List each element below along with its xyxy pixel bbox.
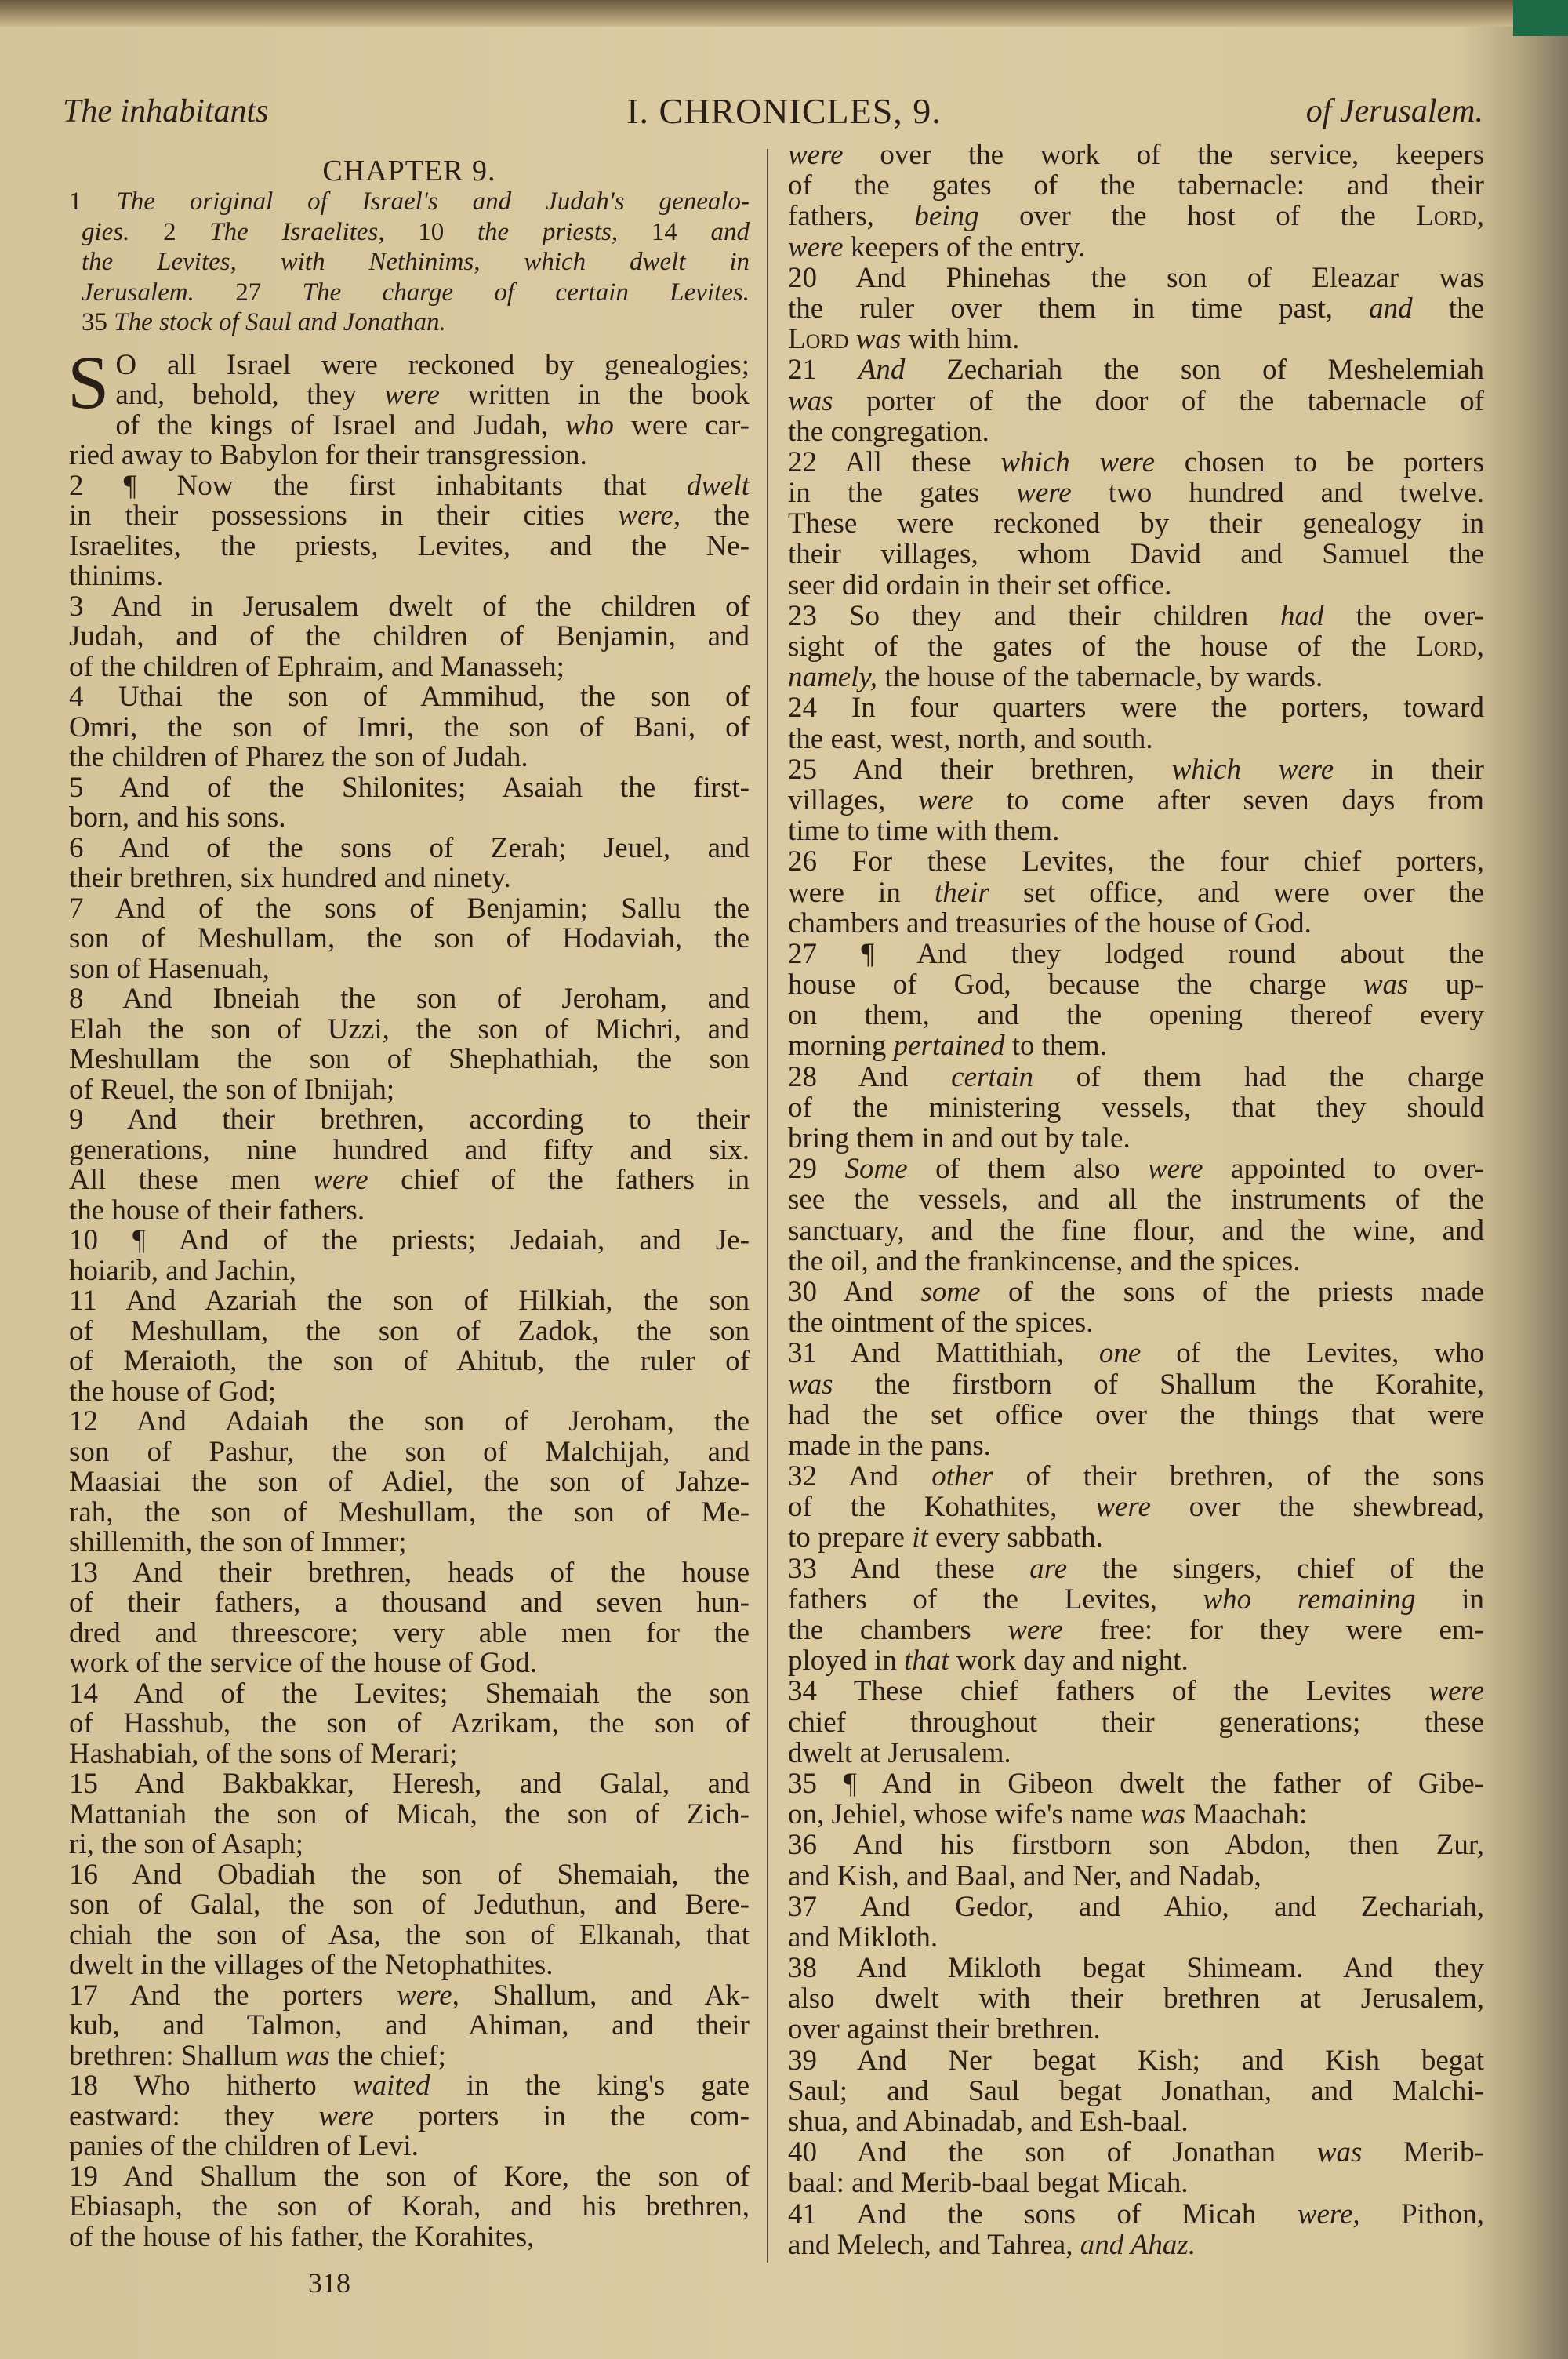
text-line: and Kish, and Baal, and Ner, and Nadab,: [788, 1859, 1261, 1892]
verse-paragraph: [69, 1679, 750, 1770]
text-line: of Reuel, the son of Ibnijah;: [69, 1073, 395, 1106]
text-line: on them, and the opening thereof every: [788, 999, 1484, 1032]
text-line: son of Hasenuah,: [69, 952, 270, 985]
text-line: 6 And of the sons of Zerah; Jeuel, and: [69, 831, 750, 864]
text-line: of the kings of Israel and Judah, who were car-: [115, 409, 750, 442]
text-line: chambers and treasuries of the house of God.: [788, 907, 1312, 940]
text-line: 17 And the porters were, Shallum, and Ak-: [69, 1979, 750, 2012]
verse-paragraph: [69, 1226, 750, 1286]
text-line: their villages, whom David and Samuel the: [788, 538, 1484, 571]
text-line: 40 And the son of Jonathan was Merib-: [788, 2136, 1484, 2169]
verse-paragraph: [788, 846, 1484, 939]
text-line: thinims.: [69, 560, 164, 592]
text-line: the house of God;: [69, 1375, 277, 1408]
verse-paragraph: [788, 1892, 1484, 1953]
text-line: 10 ¶ And of the priests; Jedaiah, and Je-: [69, 1224, 750, 1256]
verse-paragraph: [69, 773, 750, 834]
text-line: 35 The stock of Saul and Jonathan.: [82, 308, 446, 336]
text-line: 2 ¶ Now the first inhabitants that dwelt: [69, 469, 750, 502]
page-top-edge: [0, 0, 1568, 27]
text-line: Lord was with him.: [788, 323, 1020, 356]
text-line: panies of the children of Levi.: [69, 2130, 419, 2162]
text-line: All these men were chief of the fathers in: [69, 1164, 750, 1196]
verse-paragraph: [69, 1105, 750, 1226]
text-line: sight of the gates of the house of the Lord,: [788, 631, 1484, 663]
text-line: the ointment of the spices.: [788, 1307, 1094, 1339]
text-line: 5 And of the Shilonites; Asaiah the first-: [69, 771, 750, 804]
text-line: the chambers were free: for they were em-: [788, 1614, 1484, 1646]
verse-paragraph: [67, 340, 750, 471]
text-line: over against their brethren.: [788, 2013, 1101, 2046]
text-line: Israelites, the priests, Levites, and the Ne-: [69, 529, 750, 562]
verse-paragraph: [69, 682, 750, 773]
verse-paragraph: [788, 939, 1484, 1062]
text-line: born, and his sons.: [69, 801, 286, 834]
verse-paragraph: [788, 354, 1484, 447]
text-line: namely, the house of the tabernacle, by wards.: [788, 661, 1323, 694]
text-line: of Hasshub, the son of Azrikam, the son of: [69, 1707, 750, 1739]
drop-cap: S: [67, 340, 110, 424]
text-line: 16 And Obadiah the son of Shemaiah, the: [69, 1858, 750, 1891]
text-line: of Meraioth, the son of Ahitub, the ruler of: [69, 1345, 750, 1377]
verse-paragraph: [69, 2071, 750, 2162]
verse-paragraph: [69, 1981, 750, 2072]
text-line: chiah the son of Asa, the son of Elkanah, that: [69, 1918, 750, 1951]
text-line: was porter of the door of the tabernacle of: [788, 384, 1484, 417]
text-line: the east, west, north, and south.: [788, 722, 1153, 755]
text-line: 14 And of the Levites; Shemaiah the son: [69, 1677, 750, 1710]
text-line: 32 And other of their brethren, of the sons: [788, 1460, 1484, 1493]
verse-paragraph: [69, 592, 750, 683]
verse-paragraph: [788, 1338, 1484, 1461]
text-line: of the children of Ephraim, and Manasseh;: [69, 650, 564, 683]
text-line: were keepers of the entry.: [788, 231, 1086, 264]
text-line: son of Pashur, the son of Malchijah, and: [69, 1435, 750, 1468]
text-line: kub, and Talmon, and Ahiman, and their: [69, 2009, 750, 2041]
chapter-title: CHAPTER 9.: [322, 154, 496, 187]
text-line: of the Kohathites, were over the shewbread,: [788, 1491, 1485, 1524]
text-line: and, behold, they were written in the book: [115, 379, 750, 411]
text-line: Hashabiah, of the sons of Merari;: [69, 1737, 458, 1770]
background-corner: [1513, 0, 1568, 36]
text-line: to prepare it every sabbath.: [788, 1521, 1103, 1554]
text-line: seer did ordain in their set office.: [788, 569, 1172, 602]
verse-paragraph: [788, 1768, 1484, 1830]
verse-paragraph: [788, 1461, 1484, 1554]
text-line: 12 And Adaiah the son of Jeroham, the: [69, 1405, 750, 1438]
text-line: the oil, and the frankincense, and the spices.: [788, 1245, 1301, 1278]
text-line: 41 And the sons of Micah were, Pithon,: [788, 2197, 1484, 2230]
verse-paragraph: [69, 984, 750, 1105]
text-line: fathers of the Levites, who remaining in: [788, 1583, 1485, 1616]
right-column: [788, 140, 1484, 2260]
text-line: was the firstborn of Shallum the Korahite,: [788, 1368, 1484, 1401]
text-line: 15 And Bakbakkar, Heresh, and Galal, and: [69, 1768, 750, 1800]
text-line: gies. 2 The Israelites, 10 the priests, 14 and: [82, 217, 750, 246]
text-line: the house of their fathers.: [69, 1194, 365, 1227]
chapter-summary: [69, 188, 750, 340]
text-line: villages, were to come after seven days from: [788, 783, 1484, 816]
text-line: Judah, and of the children of Benjamin, and: [69, 620, 750, 652]
verse-paragraph: [788, 1676, 1484, 1768]
verse-paragraph: [788, 601, 1484, 693]
text-line: in the gates were two hundred and twelve.: [788, 477, 1484, 510]
verse-paragraph: [69, 1769, 750, 1860]
running-head-left: The inhabitants: [63, 93, 269, 129]
text-line: of the ministering vessels, that they should: [788, 1091, 1484, 1124]
verse-paragraph: [788, 263, 1484, 355]
text-line: shua, and Abinadab, and Esh-baal.: [788, 2106, 1189, 2138]
text-line: work of the service of the house of God.: [69, 1647, 537, 1679]
verse-paragraph: [69, 1286, 750, 1407]
text-line: 23 So they and their children had the over-: [788, 599, 1485, 632]
text-line: see the vessels, and all the instruments of the: [788, 1183, 1484, 1216]
text-line: made in the pans.: [788, 1429, 991, 1462]
page-number: 318: [308, 2267, 350, 2299]
text-line: 8 And Ibneiah the son of Jeroham, and: [69, 983, 750, 1015]
text-line: ried away to Babylon for their transgression.: [69, 439, 587, 471]
text-line: Jerusalem. 27 The charge of certain Levites.: [82, 278, 750, 307]
text-line: 37 And Gedor, and Ahio, and Zechariah,: [788, 1890, 1484, 1923]
text-line: 35 ¶ And in Gibeon dwelt the father of Gibe-: [788, 1767, 1484, 1800]
text-line: chief throughout their generations; these: [788, 1706, 1484, 1739]
verse-paragraph: [788, 2137, 1484, 2198]
text-line: 18 Who hitherto waited in the king's gate: [69, 2070, 750, 2102]
text-line: morning pertained to them.: [788, 1030, 1107, 1063]
text-line: 33 And these are the singers, chief of the: [788, 1552, 1485, 1585]
running-head-book: I. CHRONICLES, 9.: [626, 91, 942, 131]
text-line: 24 In four quarters were the porters, toward: [788, 692, 1484, 725]
text-line: dwelt at Jerusalem.: [788, 1736, 1011, 1769]
text-line: 19 And Shallum the son of Kore, the son of: [69, 2160, 750, 2193]
verse-paragraph: [69, 831, 750, 894]
verse-paragraph: [69, 1860, 750, 1981]
text-line: 11 And Azariah the son of Hilkiah, the son: [69, 1285, 750, 1317]
text-line: 26 For these Levites, the four chief porters,: [788, 845, 1484, 878]
text-line: 4 Uthai the son of Ammihud, the son of: [69, 681, 750, 713]
verse-paragraph: [69, 471, 750, 592]
text-line: house of God, because the charge was up-: [788, 969, 1484, 1001]
verse-paragraph: [69, 2162, 750, 2253]
text-line: Omri, the son of Imri, the son of Bani, of: [69, 711, 750, 743]
text-line: O all Israel were reckoned by genealogies;: [115, 348, 750, 381]
text-line: the congregation.: [788, 415, 989, 448]
text-line: the ruler over them in time past, and the: [788, 292, 1484, 325]
verse-paragraph: [69, 1407, 750, 1558]
text-line: 36 And his firstborn son Abdon, then Zur,: [788, 1829, 1484, 1862]
text-line: Elah the son of Uzzi, the son of Michri, and: [69, 1012, 750, 1045]
text-line: Meshullam the son of Shephathiah, the son: [69, 1043, 750, 1075]
text-line: generations, nine hundred and fifty and six.: [69, 1133, 750, 1166]
text-line: had the set office over the things that were: [788, 1398, 1484, 1431]
verse-paragraph: [788, 2199, 1484, 2260]
text-line: eastward: they were porters in the com-: [69, 2099, 750, 2132]
verse-paragraph: [788, 2045, 1484, 2138]
verse-paragraph: [69, 1558, 750, 1679]
verse-paragraph: [788, 1154, 1484, 1277]
text-line: 28 And certain of them had the charge: [788, 1060, 1484, 1093]
text-line: 34 These chief fathers of the Levites were: [788, 1675, 1484, 1708]
text-line: Mattaniah the son of Micah, the son of Zich-: [69, 1797, 750, 1830]
text-line: sanctuary, and the fine flour, and the wine, and: [788, 1214, 1484, 1247]
verse-paragraph: [788, 1830, 1484, 1891]
text-line: rah, the son of Meshullam, the son of Me-: [69, 1496, 750, 1528]
text-line: 39 And Ner begat Kish; and Kish begat: [788, 2044, 1484, 2077]
left-column-text: [67, 340, 750, 2253]
text-line: the children of Pharez the son of Judah.: [69, 741, 528, 773]
text-line: brethren: Shallum was the chief;: [69, 2039, 446, 2072]
verse-paragraph: [788, 1277, 1484, 1338]
text-line: 27 ¶ And they lodged round about the: [788, 937, 1484, 970]
text-line: of the gates of the tabernacle: and their: [788, 169, 1484, 202]
text-line: of Meshullam, the son of Zadok, the son: [69, 1314, 750, 1347]
text-line: were in their set office, and were over the: [788, 876, 1484, 909]
text-line: ri, the son of Asaph;: [69, 1828, 304, 1860]
text-line: 7 And of the sons of Benjamin; Sallu the: [69, 892, 750, 925]
text-line: also dwelt with their brethren at Jerusalem,: [788, 1983, 1484, 2016]
text-line: shillemith, the son of Immer;: [69, 1526, 407, 1558]
text-line: their brethren, six hundred and ninety.: [69, 862, 511, 894]
text-line: 29 Some of them also were appointed to over-: [788, 1153, 1485, 1186]
text-line: 30 And some of the sons of the priests made: [788, 1275, 1484, 1308]
text-line: bring them in and out by tale.: [788, 1122, 1131, 1154]
text-line: son of Meshullam, the son of Hodaviah, the: [69, 922, 750, 954]
text-line: 1 The original of Israel's and Judah's genealo-: [69, 187, 750, 216]
text-line: Maasiai the son of Adiel, the son of Jahze-: [69, 1466, 750, 1498]
text-line: hoiarib, and Jachin,: [69, 1254, 296, 1287]
running-head-right: of Jerusalem.: [1305, 93, 1483, 129]
verse-paragraph: [69, 894, 750, 985]
text-line: 20 And Phinehas the son of Eleazar was: [788, 261, 1484, 294]
text-line: Saul; and Saul begat Jonathan, and Malchi-: [788, 2074, 1484, 2107]
text-line: ployed in that work day and night.: [788, 1645, 1189, 1677]
verse-paragraph: [788, 140, 1484, 263]
verse-paragraph: [788, 754, 1484, 847]
text-line: in their possessions in their cities were, the: [69, 500, 750, 532]
text-line: 13 And their brethren, heads of the house: [69, 1556, 750, 1589]
text-line: fathers, being over the host of the Lord,: [788, 200, 1484, 233]
column-divider: [767, 149, 768, 2263]
text-line: of the house of his father, the Korahites,: [69, 2220, 535, 2253]
text-line: 38 And Mikloth begat Shimeam. And they: [788, 1952, 1484, 1985]
text-line: of their fathers, a thousand and seven hun-: [69, 1587, 750, 1619]
text-line: were over the work of the service, keepers: [788, 139, 1484, 171]
text-line: These were reckoned by their genealogy in: [788, 507, 1484, 540]
text-line: and Melech, and Tahrea, and Ahaz.: [788, 2228, 1196, 2261]
text-line: son of Galal, the son of Jeduthun, and Bere-: [69, 1888, 750, 1921]
verse-paragraph: [788, 1062, 1484, 1154]
left-column: [69, 154, 750, 2252]
text-line: the Levites, with Nethinims, which dwelt in: [82, 248, 750, 276]
text-line: on, Jehiel, whose wife's name was Maachah:: [788, 1798, 1308, 1831]
verse-paragraph: [788, 447, 1484, 601]
text-line: dred and threescore; very able men for the: [69, 1616, 750, 1649]
text-line: time to time with them.: [788, 815, 1060, 848]
verse-paragraph: [788, 692, 1484, 754]
text-line: Ebiasaph, the son of Korah, and his brethren,: [69, 2190, 750, 2223]
text-line: 3 And in Jerusalem dwelt of the children of: [69, 590, 750, 623]
text-line: 22 All these which were chosen to be porters: [788, 445, 1484, 478]
text-line: baal: and Merib-baal begat Micah.: [788, 2167, 1189, 2200]
text-line: 25 And their brethren, which were in their: [788, 753, 1485, 786]
text-line: 21 And Zechariah the son of Meshelemiah: [788, 354, 1485, 387]
text-line: 9 And their brethren, according to their: [69, 1103, 750, 1136]
text-line: 31 And Mattithiah, one of the Levites, who: [788, 1337, 1484, 1370]
verse-paragraph: [788, 1554, 1484, 1677]
text-line: dwelt in the villages of the Netophathites.: [69, 1949, 554, 1981]
verse-paragraph: [788, 1953, 1484, 2045]
text-line: and Mikloth.: [788, 1921, 938, 1954]
